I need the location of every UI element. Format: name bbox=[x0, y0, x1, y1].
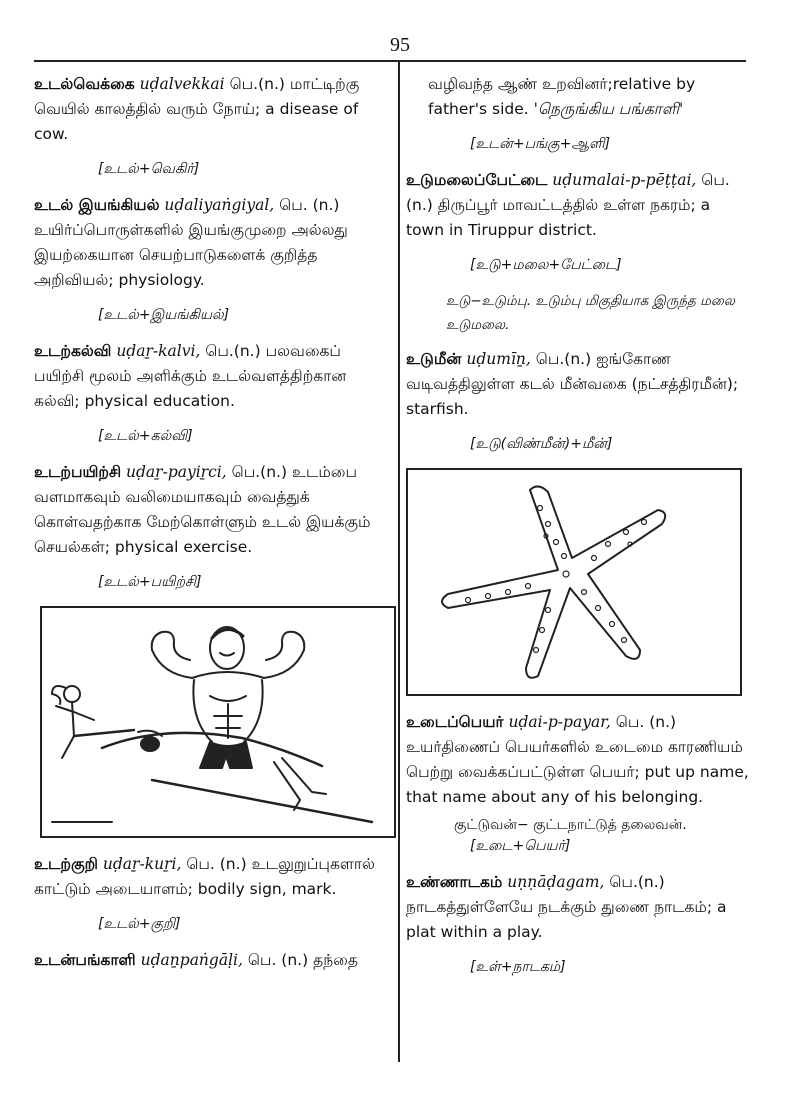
transliteration: uḍaṟ-kalvi, bbox=[116, 342, 201, 360]
etymology: [உடு(விண்மீன்)+மீன்] bbox=[470, 436, 613, 452]
headword: உடல்வெக்கை bbox=[34, 75, 135, 93]
headword: உடுமீன் bbox=[406, 350, 462, 368]
headword: உடல் இயங்கியல் bbox=[34, 196, 160, 214]
transliteration: uḍaliyaṅgiyal, bbox=[164, 196, 275, 214]
definition: வழிவந்த ஆண் உறவினர்;relative by father's side. bbox=[428, 75, 696, 118]
part-of-speech: பெ. (n.) bbox=[247, 951, 309, 969]
etymology: [உடை+பெயர்] bbox=[470, 838, 571, 854]
part-of-speech: பெ. (n.) bbox=[279, 196, 340, 214]
entry-udanpangali bbox=[34, 948, 386, 973]
transliteration: uḍaṉpaṅgāḷi, bbox=[140, 951, 243, 969]
part-of-speech: பெ.(n.) bbox=[406, 171, 730, 214]
part-of-speech: பெ. (n.) bbox=[186, 855, 247, 873]
etymology: [உள்+நாடகம்] bbox=[470, 959, 566, 975]
entry-udarkalvi bbox=[34, 339, 386, 446]
column-divider bbox=[398, 62, 400, 1062]
part-of-speech: பெ.(n.) bbox=[609, 873, 665, 891]
etymology: [உடல்+வெகிர்] bbox=[98, 161, 200, 177]
part-of-speech: பெ.(n.) bbox=[229, 75, 285, 93]
etymology: [உடு+மலை+பேட்டை] bbox=[470, 257, 622, 273]
definition: உயர்திணைப் பெயர்களில் உடைமை காரணியம் பெற்று வைக்கப்பட்டுள்ள பெயர்; put up name, that name about any of his belonging. bbox=[406, 738, 749, 806]
entry-udumin bbox=[406, 347, 752, 454]
entry-udumalaipettai bbox=[406, 168, 752, 337]
definition: உடம்பை வளமாகவும் வலிமையாகவும் வைத்துக் கொள்வதற்காக மேற்கொள்ளும் உடல் இயக்கும் செயல்கள்; physical exercise. bbox=[34, 463, 371, 556]
etymology: [உடல்+இயங்கியல்] bbox=[98, 307, 230, 323]
entry-udarpayirchi bbox=[34, 460, 386, 592]
definition: மாட்டிற்கு வெயில் காலத்தில் வரும் நோய்; a disease of cow. bbox=[34, 75, 360, 143]
page-number: 95 bbox=[390, 34, 410, 56]
top-rule bbox=[34, 60, 746, 62]
etymology: [உடல்+குறி] bbox=[98, 916, 181, 932]
note: உடு−உடும்பு. உடும்பு மிகுதியாக இருந்த மலை உடுமலை. bbox=[446, 293, 735, 333]
entry-udarkuri bbox=[34, 852, 386, 934]
definition: பலவகைப் பயிற்சி மூலம் அளிக்கும் உடல்வளத்திற்கான கல்வி; physical education. bbox=[34, 342, 347, 410]
headword: உடைப்பெயர் bbox=[406, 713, 504, 731]
right-column bbox=[406, 72, 752, 991]
definition: உயிர்ப்பொருள்களில் இயங்குமுறை அல்லது இயற்கையான செயற்பாடுகளைக் குறித்த அறிவியல்; physiology. bbox=[34, 221, 348, 289]
definition: உடலுறுப்புகளால் காட்டும் அடையாளம்; bodily sign, mark. bbox=[34, 855, 375, 898]
definition: தந்தை bbox=[313, 951, 358, 969]
definition: ஐங்கோண வடிவத்திலுள்ள கடல் மீன்வகை (நட்சத்திரமீன்); starfish. bbox=[406, 350, 739, 418]
headword: உடற்பயிற்சி bbox=[34, 463, 122, 481]
transliteration: uḍumalai-p-pēṭṭai, bbox=[552, 171, 697, 189]
entry-udal-iyangiyal bbox=[34, 193, 386, 325]
note: குட்டுவன்− குட்டநாட்டுத் தலைவன். bbox=[454, 817, 687, 833]
headword: உண்ணாடகம் bbox=[406, 873, 503, 891]
transliteration: uḍaṟ-payiṟci, bbox=[126, 463, 227, 481]
entry-unnadagam bbox=[406, 870, 752, 977]
etymology: [உடல்+கல்வி] bbox=[98, 428, 193, 444]
entry-continuation bbox=[406, 72, 752, 154]
etymology: [உடல்+பயிற்சி] bbox=[98, 574, 202, 590]
definition: திருப்பூர் மாவட்டத்தில் உள்ள நகரம்; a town in Tiruppur district. bbox=[406, 196, 711, 239]
transliteration: uḍaṟ-kuṟi, bbox=[102, 855, 182, 873]
headword: உடன்பங்காளி bbox=[34, 951, 136, 969]
part-of-speech: பெ.(n.) bbox=[231, 463, 287, 481]
entry-udalvekkai bbox=[34, 72, 386, 179]
etymology: [உடன்+பங்கு+ஆளி] bbox=[470, 136, 611, 152]
definition: நாடகத்துள்ளேயே நடக்கும் துணை நாடகம்; a plat within a play. bbox=[406, 898, 727, 941]
transliteration: uḍumīṉ, bbox=[466, 350, 531, 368]
part-of-speech: பெ.(n.) bbox=[535, 350, 592, 368]
quote: 'நெருங்கிய பங்காளி' bbox=[533, 100, 684, 118]
headword: உடுமலைப்பேட்டை bbox=[406, 171, 548, 189]
part-of-speech: பெ. (n.) bbox=[615, 713, 677, 731]
transliteration: uḍai-p-payar, bbox=[508, 713, 611, 731]
transliteration: uṇṇāḍagam, bbox=[507, 873, 605, 891]
left-column bbox=[34, 72, 386, 973]
starfish-illustration bbox=[406, 468, 742, 696]
headword: உடற்கல்வி bbox=[34, 342, 112, 360]
part-of-speech: பெ.(n.) bbox=[205, 342, 261, 360]
transliteration: uḍalvekkai bbox=[139, 75, 225, 93]
physical-exercise-illustration bbox=[40, 606, 396, 838]
headword: உடற்குறி bbox=[34, 855, 98, 873]
entry-udaippeyar bbox=[406, 710, 752, 856]
